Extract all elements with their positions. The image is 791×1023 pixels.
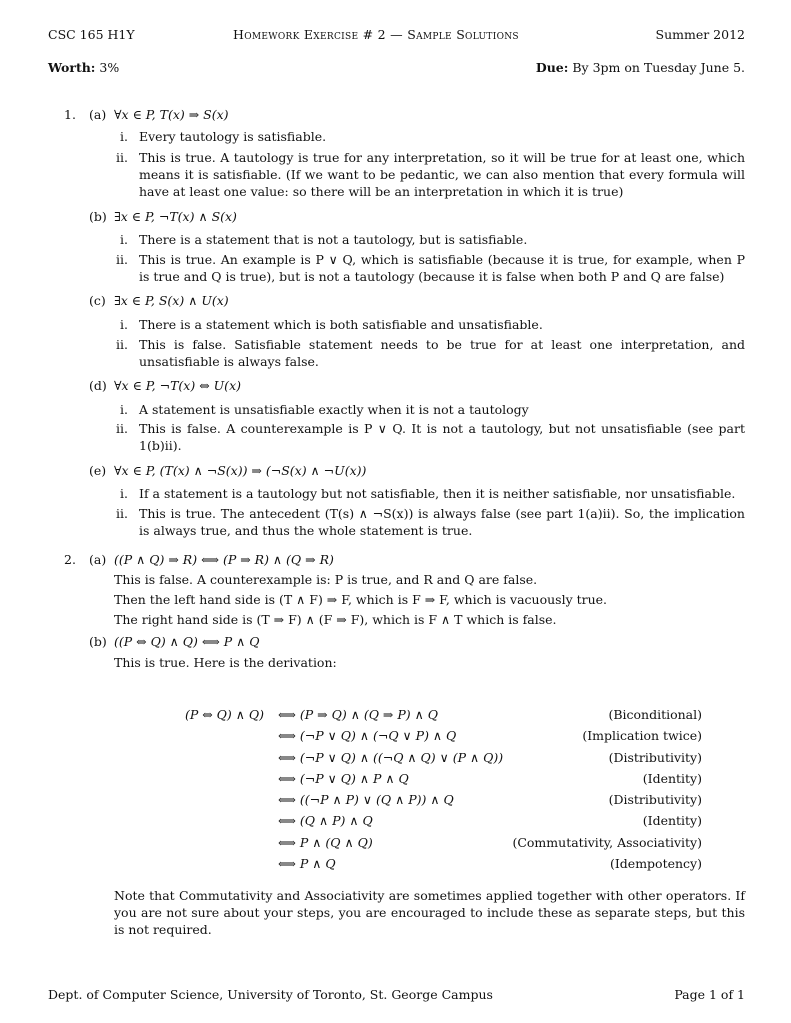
sub-answer: This is false. Satisfiable statement needs to be true for at least one interpretation, and unsatisfiable is always false.	[139, 337, 745, 369]
answer-line: This is true. Here is the derivation:	[114, 655, 337, 670]
part-statement: ((P ∧ Q) ⇒ R) ⟺ (P ⇒ R) ∧ (Q ⇒ R)	[114, 552, 334, 567]
sub-label: i.	[120, 129, 128, 144]
sub-answer: This is false. A counterexample is P ∨ Q. It is not a tautology, but not unsatisfiable (see part 1(b)ii).	[139, 421, 745, 453]
derivation-step	[148, 834, 708, 855]
step-justification: (Identity)	[642, 770, 702, 786]
sub-answer: Every tautology is satisfiable.	[139, 129, 327, 144]
step-expression: ⟺ ((¬P ∧ P) ∨ (Q ∧ P)) ∧ Q	[278, 792, 454, 808]
sub-label: ii.	[116, 506, 128, 521]
step-justification: (Commutativity, Associativity)	[512, 834, 702, 850]
sub-label: i.	[120, 486, 128, 501]
derivation-step	[148, 706, 708, 727]
part-statement: ((P ⇔ Q) ∧ Q) ⟺ P ∧ Q	[114, 634, 260, 649]
page-number: Page 1 of 1	[674, 987, 745, 1002]
part-label: (b)	[89, 634, 107, 649]
derivation-step	[148, 727, 708, 748]
part-label: (b)	[89, 209, 107, 224]
step-justification: (Implication twice)	[582, 728, 702, 744]
step-justification: (Biconditional)	[608, 707, 702, 722]
part-statement: ∀x ∈ P, T(x) ⇒ S(x)	[114, 107, 229, 122]
sub-answer: If a statement is a tautology but not satisfiable, then it is neither satisfiable, nor unsatisfiable.	[139, 486, 736, 501]
derivation-step	[148, 812, 708, 833]
step-justification: (Identity)	[642, 813, 702, 829]
worth-value: 3%	[99, 60, 120, 75]
answer-line: Then the left hand side is (T ∧ F) ⇒ F, which is F ⇒ F, which is vacuously true.	[114, 592, 608, 607]
sub-label: ii.	[116, 252, 128, 267]
part-label: (a)	[89, 552, 107, 567]
sub-label: i.	[120, 402, 128, 417]
sub-label: i.	[120, 232, 128, 247]
derivation-step	[148, 855, 708, 876]
derivation-step	[148, 749, 708, 770]
step-expression: ⟺ P ∧ Q	[278, 856, 336, 872]
page-footer	[48, 986, 745, 1004]
part-label: (a)	[89, 107, 107, 122]
meta-line	[48, 59, 745, 77]
term: Summer 2012	[655, 27, 745, 42]
derivation-step	[148, 791, 708, 812]
part-statement: ∀x ∈ P, (T(x) ∧ ¬S(x)) ⇒ (¬S(x) ∧ ¬U(x))	[114, 463, 367, 478]
sub-answer: This is true. An example is P ∨ Q, which is satisfiable (because it is true, for example, when P is true and Q is true), but is not a tautology (because it is false when both P and Q are false)	[139, 252, 745, 284]
sub-answer: This is true. A tautology is true for any interpretation, so it will be true for at least one, which means it is satisfiable. (If we want to be pedantic, we can also mention that every formula will have at least one value: so there will be an interpretation in which it is true)	[139, 150, 745, 199]
part-statement: ∃x ∈ P, ¬T(x) ∧ S(x)	[114, 209, 237, 224]
derivation-step	[148, 770, 708, 791]
step-justification: (Distributivity)	[608, 792, 702, 808]
sub-answer: A statement is unsatisfiable exactly when it is not a tautology	[139, 402, 529, 417]
step-expression: ⟺ P ∧ (Q ∧ Q)	[278, 834, 373, 850]
sub-label: ii.	[116, 421, 128, 436]
step-lhs: (P ⇔ Q) ∧ Q)	[184, 707, 264, 722]
sub-label: ii.	[116, 337, 128, 352]
document-title: Homework Exercise # 2 — Sample Solutions	[233, 27, 519, 42]
step-justification: (Distributivity)	[608, 749, 702, 765]
part-statement: ∃x ∈ P, S(x) ∧ U(x)	[114, 293, 229, 308]
step-expression: ⟺ (¬P ∨ Q) ∧ (¬Q ∨ P) ∧ Q	[278, 728, 457, 744]
due-label: Due:	[535, 60, 569, 75]
worth-label: Worth:	[48, 60, 96, 75]
page-header	[48, 26, 745, 44]
sub-label: i.	[120, 317, 128, 332]
note-paragraph: Note that Commutativity and Associativity are sometimes applied together with other operators. If you are not sure about your steps, you are encouraged to include these as separate steps, but this is not required.	[114, 888, 745, 937]
answer-line: This is false. A counterexample is: P is true, and R and Q are false.	[114, 572, 538, 587]
due-value: By 3pm on Tuesday June 5.	[572, 60, 745, 75]
question-number: 1.	[64, 107, 76, 122]
course-code: CSC 165 H1Y	[48, 27, 135, 42]
step-expression: ⟺ (Q ∧ P) ∧ Q	[278, 813, 373, 829]
step-expression: ⟺ (¬P ∨ Q) ∧ ((¬Q ∧ Q) ∨ (P ∧ Q))	[278, 749, 504, 765]
derivation	[148, 706, 708, 876]
part-label: (c)	[89, 293, 106, 308]
document-page	[48, 0, 745, 1023]
answer-line: The right hand side is (T ⇒ F) ∧ (F ⇒ F), which is F ∧ T which is false.	[114, 612, 557, 627]
sub-answer: This is true. The antecedent (T(s) ∧ ¬S(x)) is always false (see part 1(a)ii). So, the implication is always true, and thus the whole statement is true.	[139, 506, 745, 538]
question-number: 2.	[64, 552, 76, 567]
part-label: (e)	[89, 463, 107, 478]
sub-answer: There is a statement that is not a tautology, but is satisfiable.	[139, 232, 528, 247]
step-expression: ⟺ (¬P ∨ Q) ∧ P ∧ Q	[278, 770, 409, 786]
department: Dept. of Computer Science, University of Toronto, St. George Campus	[48, 987, 493, 1002]
part-label: (d)	[89, 378, 107, 393]
sub-answer: There is a statement which is both satisfiable and unsatisfiable.	[139, 317, 543, 332]
part-statement: ∀x ∈ P, ¬T(x) ⇔ U(x)	[114, 378, 241, 393]
sub-label: ii.	[116, 150, 128, 165]
step-justification: (Idempotency)	[609, 856, 702, 872]
step-expression: ⟺ (P ⇒ Q) ∧ (Q ⇒ P) ∧ Q	[278, 707, 438, 722]
